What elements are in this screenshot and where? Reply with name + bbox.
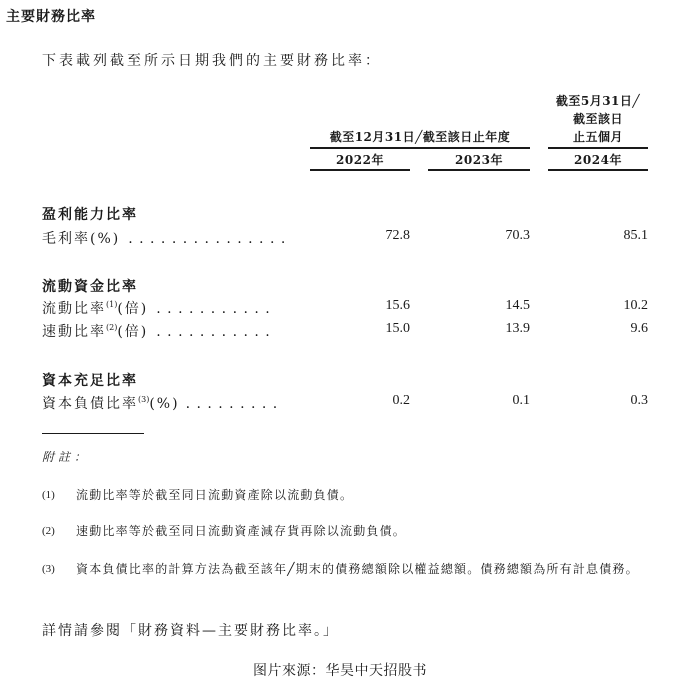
detail-reference: 詳情請參閱「財務資料—主要財務比率。」 [42, 623, 339, 639]
row-label: 速動比率$^{(2)}$(倍) . . . . . . . . . . . [42, 323, 271, 340]
note-text: 流動比率等於截至同日流動資產除以流動負債。 [76, 488, 354, 502]
year-header-2022: 2022年 [336, 153, 384, 167]
value-2024: 9.6 [630, 321, 648, 336]
value-2022: 15.6 [385, 298, 410, 313]
notes-separator [42, 433, 144, 434]
value-2023: 13.9 [505, 321, 530, 336]
year-rule-2023 [428, 169, 530, 171]
value-2022: 15.0 [385, 321, 410, 336]
footnote-marker: (2) [106, 323, 118, 332]
intro-text: 下表載列截至所示日期我們的主要財務比率： [42, 53, 382, 69]
interim-header-rule [548, 147, 648, 149]
section-heading-capital: 資本充足比率 [42, 373, 138, 389]
value-2024: 85.1 [623, 228, 648, 243]
row-label: 毛利率(%) . . . . . . . . . . . . . . . [42, 231, 287, 247]
note-text: 資本負債比率的計算方法為截至該年╱期末的債務總額除以權益總額。債務總額為所有計息債務。 [76, 562, 639, 576]
value-2022: 0.2 [392, 393, 410, 408]
annual-group-header: 截至12月31日╱截至該日止年度 [329, 130, 511, 144]
annual-header-rule [310, 147, 530, 149]
year-header-2024: 2024年 [574, 153, 622, 167]
interim-header-line3: 止五個月 [572, 130, 623, 144]
year-header-2023: 2023年 [455, 153, 503, 167]
interim-header-line1: 截至5月31日╱ [555, 94, 641, 108]
value-2023: 0.1 [512, 393, 530, 408]
year-rule-2024 [548, 169, 648, 171]
value-2024: 0.3 [630, 393, 648, 408]
section-heading-liquidity: 流動資金比率 [42, 279, 138, 295]
footnote-marker: (1) [106, 300, 118, 309]
note-number: (1) [42, 489, 55, 501]
footnote-marker: (3) [138, 395, 150, 404]
page-title: 主要財務比率 [6, 9, 96, 25]
value-2024: 10.2 [623, 298, 648, 313]
value-2022: 72.8 [385, 228, 410, 243]
note-number: (2) [42, 525, 55, 537]
value-2023: 14.5 [505, 298, 530, 313]
notes-title: 附註： [42, 450, 91, 464]
section-heading-profitability: 盈利能力比率 [42, 207, 138, 223]
image-source-caption: 图片來源：华昊中天招股书 [253, 663, 427, 679]
note-number: (3) [42, 563, 55, 575]
year-rule-2022 [310, 169, 410, 171]
row-label: 流動比率$^{(1)}$(倍) . . . . . . . . . . . [42, 300, 271, 317]
interim-header-line2: 截至該日 [572, 112, 623, 126]
note-text: 速動比率等於截至同日流動資產減存貨再除以流動負債。 [76, 524, 407, 538]
value-2023: 70.3 [505, 228, 530, 243]
row-label: 資本負債比率$^{(3)}$(%) . . . . . . . . . [42, 395, 279, 412]
